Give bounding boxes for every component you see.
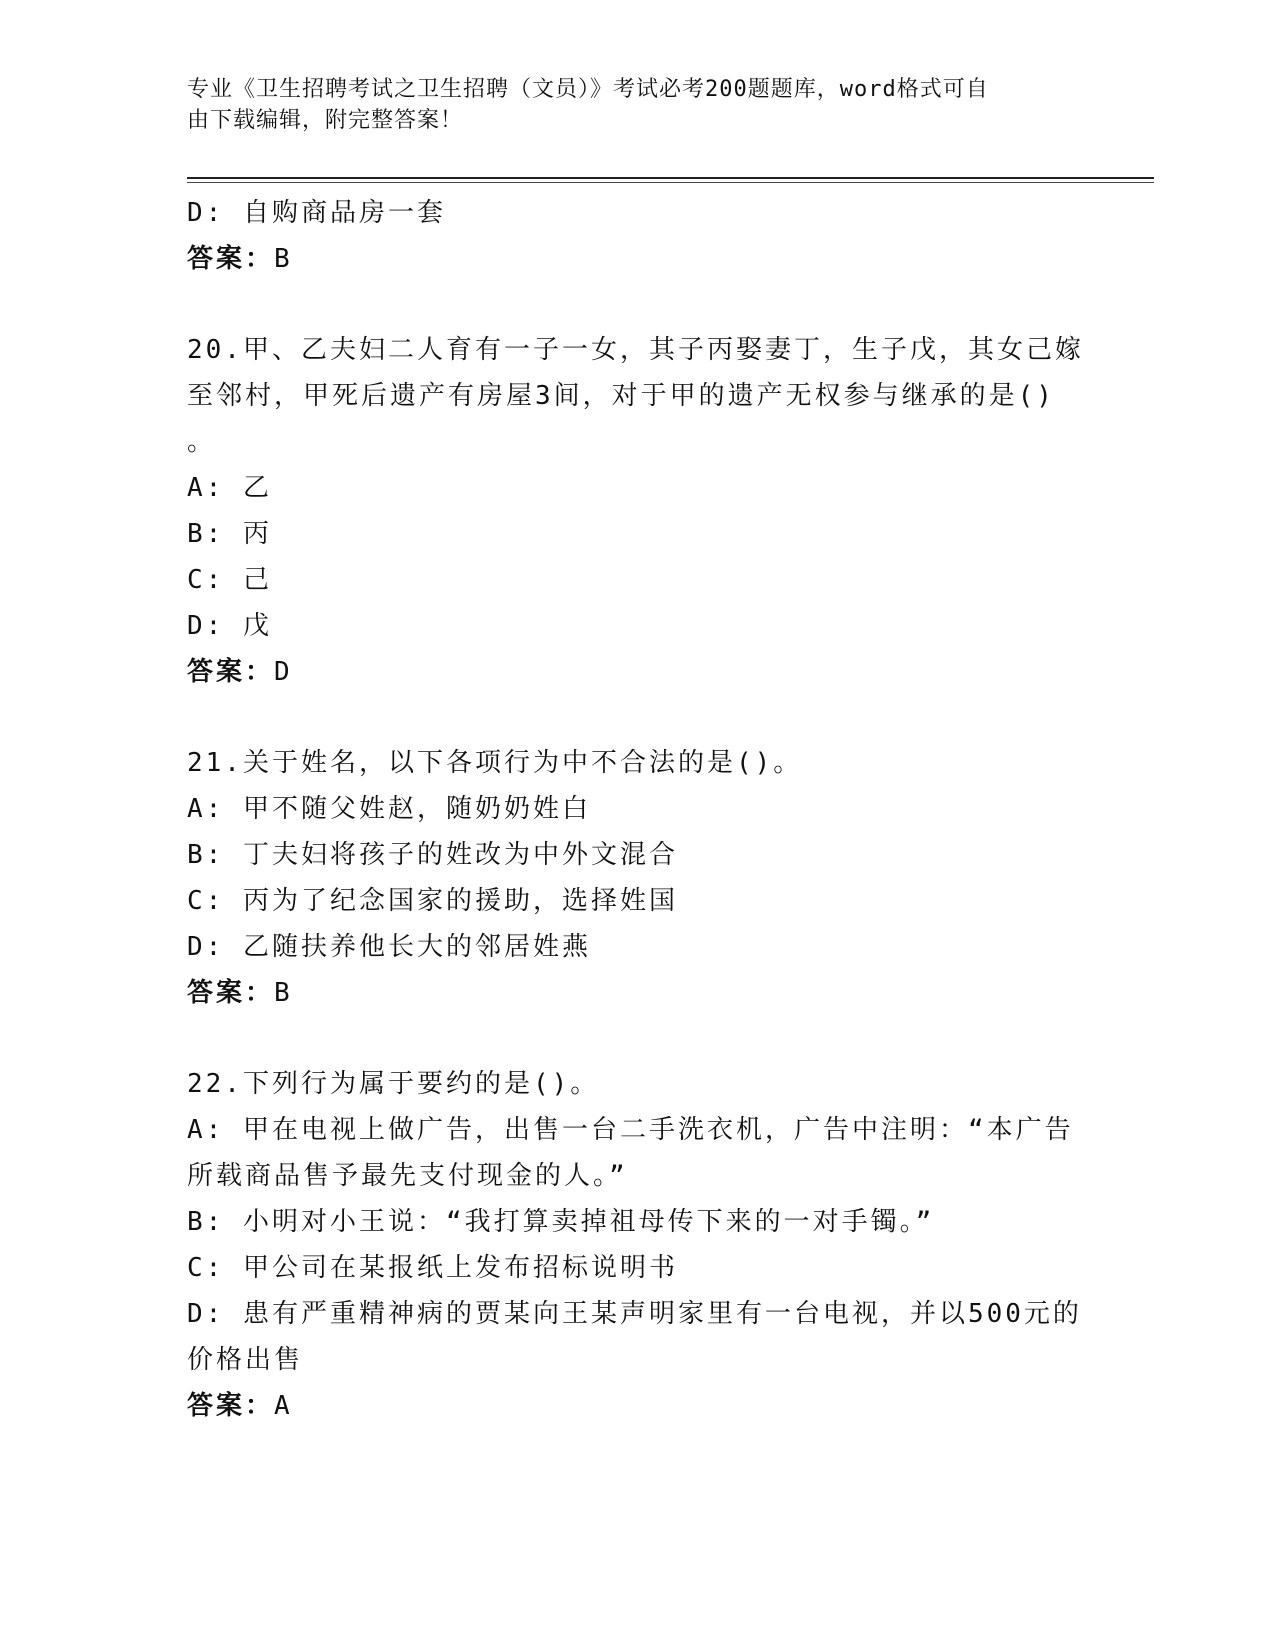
answer-line (187, 649, 1087, 695)
option-a-continued: 所载商品售予最先支付现金的人。” (187, 1161, 628, 1191)
page-header (187, 74, 1067, 136)
option-c: C: 甲公司在某报纸上发布招标说明书 (187, 1253, 678, 1283)
question-stem-line: 至邻村，甲死后遗产有房屋3间，对于甲的遗产无权参与继承的是() (187, 381, 1055, 411)
option-d: D: 戊 (187, 611, 272, 641)
header-line-1: 专业《卫生招聘考试之卫生招聘（文员）》考试必考200题题库，word格式可自 (187, 77, 989, 102)
option-a: A: 甲不随父姓赵，随奶奶姓白 (187, 794, 591, 824)
option-a: A: 乙 (187, 473, 272, 503)
option-c: C: 己 (187, 565, 272, 595)
question-21 (187, 740, 1087, 1016)
answer-value: A (274, 1391, 293, 1421)
answer-value: B (274, 244, 293, 274)
question-20 (187, 327, 1087, 695)
option-d: D: 自购商品房一套 (187, 198, 446, 228)
option-d: D: 患有严重精神病的贾某向王某声明家里有一台电视，并以500元的 (187, 1299, 1082, 1329)
answer-value: D (274, 657, 293, 687)
previous-question-tail (187, 190, 1087, 282)
answer-line (187, 236, 1087, 282)
option-b: B: 丁夫妇将孩子的姓改为中外文混合 (187, 840, 678, 870)
header-rule-thin (187, 182, 1154, 183)
answer-label: 答案： (187, 978, 275, 1008)
question-stem-line: 20.甲、乙夫妇二人育有一子一女，其子丙娶妻丁，生子戊，其女己嫁 (187, 335, 1084, 365)
header-line-2: 由下载编辑，附完整答案！ (187, 108, 464, 133)
option-b: B: 小明对小王说：“我打算卖掉祖母传下来的一对手镯。” (187, 1207, 935, 1237)
option-c: C: 丙为了纪念国家的援助，选择姓国 (187, 886, 678, 916)
question-stem-line: 21.关于姓名，以下各项行为中不合法的是()。 (187, 748, 803, 778)
question-stem-line: 22.下列行为属于要约的是()。 (187, 1069, 600, 1099)
answer-label: 答案： (187, 657, 275, 687)
question-22 (187, 1061, 1087, 1429)
option-b: B: 丙 (187, 519, 272, 549)
document-body (187, 190, 1087, 1474)
answer-label: 答案： (187, 1391, 275, 1421)
answer-label: 答案： (187, 244, 275, 274)
question-stem-line: 。 (187, 427, 217, 457)
header-rule-thick (187, 177, 1154, 179)
option-a: A: 甲在电视上做广告，出售一台二手洗衣机，广告中注明：“本广告 (187, 1115, 1074, 1145)
option-d: D: 乙随扶养他长大的邻居姓燕 (187, 932, 591, 962)
answer-line (187, 1383, 1087, 1429)
answer-value: B (274, 978, 293, 1008)
answer-line (187, 970, 1087, 1016)
option-d-continued: 价格出售 (187, 1345, 304, 1375)
